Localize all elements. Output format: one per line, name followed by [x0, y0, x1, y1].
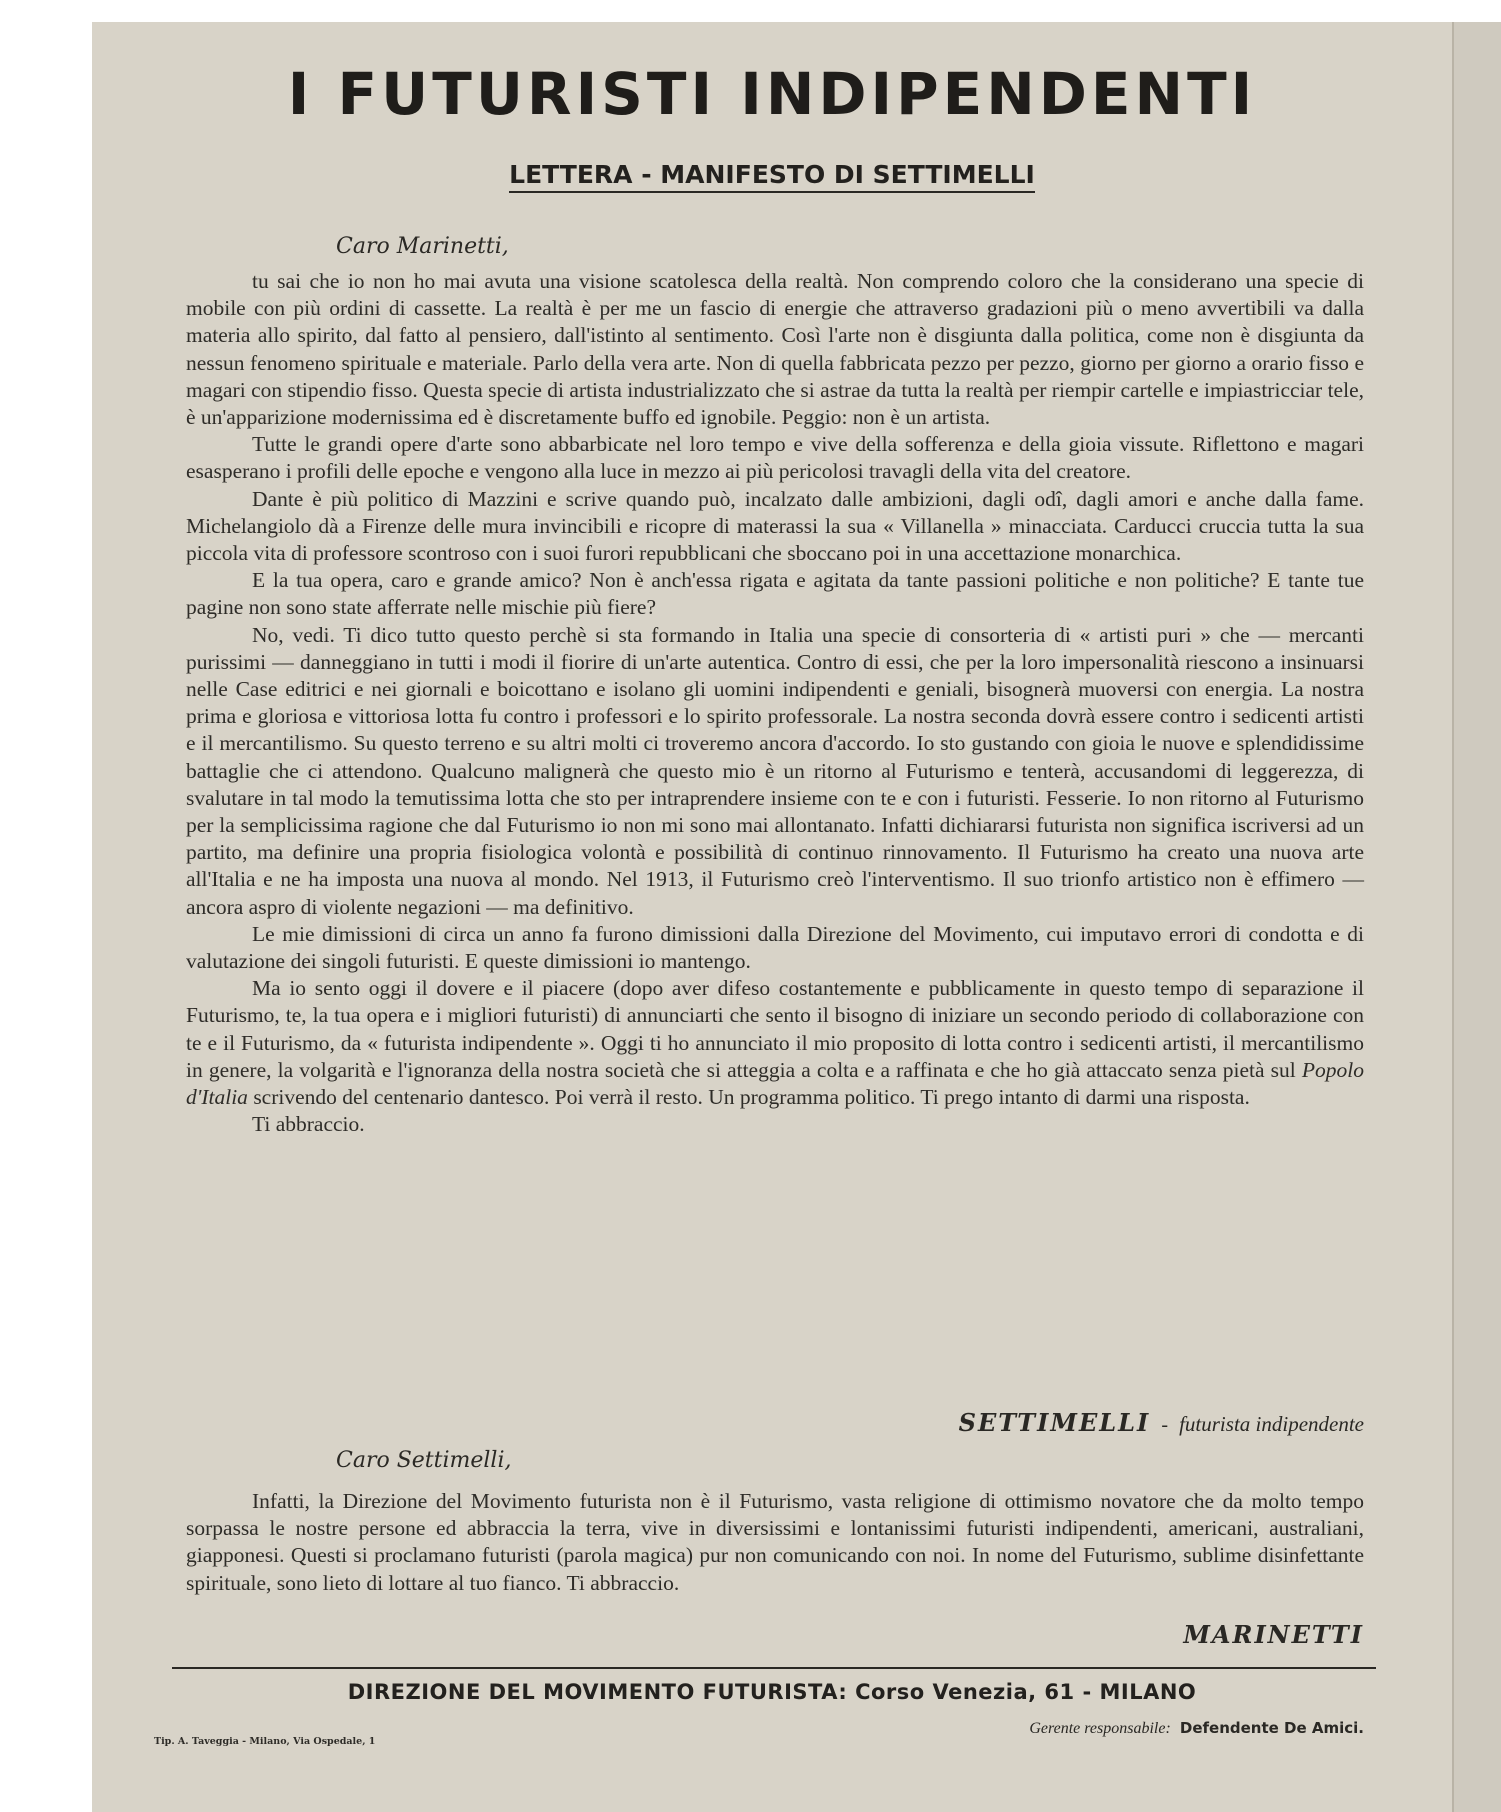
paragraph-5: No, vedi. Ti dico tutto questo perchè si sta formando in Italia una specie di consorteria di « artisti puri » che — mercanti purissimi — danneggiano in tutti i modi il fiorire di un'arte autentica. Contro di essi, che per la loro impersonalità riescono a insinuarsi nelle Case editrici e nei giornali e boicottano e isolano gli uomini indipendenti e geniali, bisognerà muoversi con energia. La nostra prima e gloriosa e vittoriosa lotta fu contro i professori e lo spirito professorale. La nostra seconda dovrà essere contro i sedicenti artisti e il mercantilismo. Su questo terreno e su altri molti ci troveremo ancora d'accordo. Io sto gustando con gioia le nuove e splendidissime battaglie che ci attendono. Qualcuno malignerà che questo mio è un ritorno al Futurismo e tenterà, accusandomi di leggerezza, di svalutare in tal modo la temutissima lotta che sto per intraprendere insieme con te e con i futuristi. Fesserie. Io non ritorno al Futurismo per la semplicissima ragione che dal Futurismo io non mi sono mai allontanato. Infatti dichiararsi futurista non significa iscriversi ad un partito, ma definire una propria fisiologica volontà e possibilità di continuo rinnovamento. Il Futurismo ha creato una nuova arte all'Italia e ne ha imposta una nuova al mondo. Nel 1913, il Futurismo creò l'interventismo. Il suo trionfo artistico non è effimero — ancora aspro di violente negazioni — ma definitivo.: [186, 622, 1364, 919]
manager-name: Defendente De Amici.: [1179, 1719, 1364, 1737]
signature-role: futurista indipendente: [1179, 1412, 1364, 1436]
manager-label: Gerente responsabile:: [1029, 1720, 1171, 1737]
letter-marinetti: [186, 1488, 1364, 1597]
paragraph-4: E la tua opera, caro e grande amico? Non è anch'essa rigata e agitata da tante passioni politiche e non politiche? E tante tue pagine non sono state afferrate nelle mischie più fiere?: [186, 568, 1364, 620]
newspaper-title: Popolo d'Italia: [186, 1057, 1365, 1110]
closing-line: Ti abbraccio.: [252, 1112, 365, 1137]
paragraph-7-text: Ma io sento oggi il dovere e il piacere (dopo aver difeso costantemente e pubblicamente in questo tempo di separazione il Futurismo, te, la tua opera e i migliori futuristi) di annunciarti che sento il bisogno di iniziare un secondo periodo di collaborazione con te e il Futurismo, da « futurista indipendente ». Oggi ti ho annunciato il mio proposito di lotta contro i sedicenti artisti, il mercantilismo in genere, la volgarità e l'ignoranza della nostra società che si atteggia a colta e a raffinata e che ho già attaccato senza pietà sul: [186, 976, 1364, 1082]
subtitle-text: LETTERA - MANIFESTO DI SETTIMELLI: [509, 160, 1035, 193]
signature-settimelli: [959, 1408, 1364, 1437]
page-title: I FUTURISTI INDIPENDENTI: [287, 60, 1257, 128]
letter-settimelli: [186, 268, 1364, 1139]
reply-paragraph: Infatti, la Direzione del Movimento futurista non è il Futurismo, vasta religione di ottimismo novatore che da molto tempo sorpassa le nostre persone ed abbraccia la terra, vive in diversissimi e lontanissimi futuristi indipendenti, americani, australiani, giapponesi. Questi si proclamano futuristi (parola magica) pur non comunicando con noi. In nome del Futurismo, sublime disinfettante spirituale, sono lieto di lottare al tuo fianco. Ti abbraccio.: [186, 1489, 1364, 1595]
signature-name: SETTIMELLI: [958, 1408, 1151, 1437]
salutation-marinetti: Caro Marinetti,: [336, 234, 509, 259]
paragraph-7: [186, 975, 1364, 1111]
signature-name: MARINETTI: [1183, 1620, 1364, 1649]
paragraph-6: Le mie dimissioni di circa un anno fa furono dimissioni dalla Direzione del Movimento, cui imputavo errori di condotta e di valutazione dei singoli futuristi. E queste dimissioni io mantengo.: [186, 921, 1364, 974]
page-subtitle: [92, 160, 1452, 189]
paragraph-1: tu sai che io non ho mai avuta una visione scatolesca della realtà. Non comprendo coloro che la considerano una specie di mobile con più ordini di cassette. La realtà è per me un fascio di energie che attraverso gradazioni più o meno avvertibili va dalla materia allo spirito, dal fatto al pensiero, dall'istinto al sentimento. Così l'arte non è disgiunta dalla politica, come non è disgiunta da nessun fenomeno spirituale e materiale. Parlo della vera arte. Non di quella fabbricata pezzo per pezzo, giorno per giorno a orario fisso e magari con stipendio fisso. Questa specie di artista industrializzato che si astrae da tutta la realtà per riempir cartelle e impiastricciar tele, è un'apparizione modernissima ed è discretamente buffo ed ignobile. Peggio: non è un artista.: [186, 269, 1364, 430]
printer-credit: Tip. A. Taveggia - Milano, Via Ospedale, 1: [154, 1736, 376, 1747]
manager-credit: [1029, 1718, 1364, 1738]
adjacent-page-edge: [1452, 22, 1501, 1812]
footer-address: DIREZIONE DEL MOVIMENTO FUTURISTA: Corso Venezia, 61 - MILANO: [347, 1680, 1197, 1704]
salutation-settimelli: Caro Settimelli,: [336, 1448, 512, 1473]
footer-rule: [172, 1667, 1376, 1669]
paragraph-2: Tutte le grandi opere d'arte sono abbarbicate nel loro tempo e vive della sofferenza e della gioia vissute. Riflettono e magari esasperano i profili delle epoche e vengono alla luce in mezzo ai più pericolosi travagli della vita del creatore.: [186, 432, 1364, 484]
signature-marinetti: [1183, 1620, 1364, 1649]
paragraph-7-tail: scrivendo del centenario dantesco. Poi verrà il resto. Un programma politico. Ti prego intanto di darmi una risposta.: [247, 1085, 1250, 1110]
signature-separator: -: [1161, 1414, 1168, 1436]
paragraph-3: Dante è più politico di Mazzini e scrive quando può, incalzato dalle ambizioni, dagli odî, dagli amori e anche dalla fame. Michelangiolo dà a Firenze delle mura invincibili e ricopre di materassi la sua « Villanella » minacciata. Carducci cruccia tutta la sua piccola vita di professore scontroso con i suoi furori repubblicani che sboccano poi in una accettazione monarchica.: [186, 486, 1364, 566]
